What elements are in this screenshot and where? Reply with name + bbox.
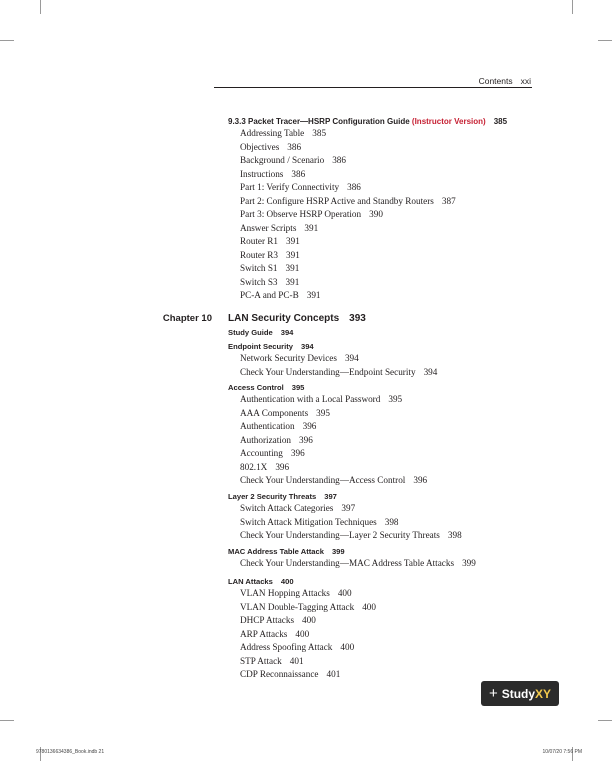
toc-entry: Part 2: Configure HSRP Active and Standby Routers 387 xyxy=(240,195,456,206)
toc-entry: Switch S3 391 xyxy=(240,276,300,287)
crop-mark xyxy=(0,720,14,721)
toc-list-933 xyxy=(240,127,456,303)
toc-entry: PC-A and PC-B 391 xyxy=(240,290,321,300)
toc-entry: Check Your Understanding—Endpoint Security 394 xyxy=(240,366,438,377)
toc-entry: AAA Components 395 xyxy=(240,407,330,418)
toc-entry: VLAN Double-Tagging Attack 400 xyxy=(240,601,376,612)
toc-list-mac xyxy=(240,557,476,571)
footer-filename: 9780136634386_Book.indb 21 xyxy=(36,749,105,755)
studyxy-logo: + Study XY xyxy=(481,681,559,706)
header-rule xyxy=(214,87,532,88)
toc-entry: Check Your Understanding—Access Control 396 xyxy=(240,475,428,485)
subsection-lan-attacks: LAN Attacks 400 xyxy=(228,577,294,586)
running-head-label: Contents xyxy=(478,76,513,86)
toc-entry: Check Your Understanding—Layer 2 Security Threats 398 xyxy=(240,530,462,540)
toc-entry: ARP Attacks 400 xyxy=(240,628,310,639)
toc-entry: Authentication 396 xyxy=(240,421,317,431)
toc-entry: 802.1X 396 xyxy=(240,461,290,472)
toc-entry: Switch S1 391 xyxy=(240,263,300,273)
toc-entry: Check Your Understanding—MAC Address Table Attacks 399 xyxy=(240,558,476,568)
instructor-version-label: (Instructor Version) xyxy=(411,117,486,126)
toc-entry: Part 1: Verify Connectivity 386 xyxy=(240,182,361,192)
crop-mark xyxy=(0,40,14,41)
toc-entry: Instructions 386 xyxy=(240,168,306,179)
toc-entry: Switch Attack Mitigation Techniques 398 xyxy=(240,516,399,527)
subsection-layer2-threats: Layer 2 Security Threats 397 xyxy=(228,492,337,501)
toc-entry: STP Attack 401 xyxy=(240,655,304,666)
subsection-access-control: Access Control 395 xyxy=(228,383,305,392)
toc-entry: Objectives 386 xyxy=(240,141,302,152)
crop-mark xyxy=(40,0,41,14)
toc-entry: Addressing Table 385 xyxy=(240,128,327,138)
crop-mark xyxy=(598,40,612,41)
toc-list-layer2 xyxy=(240,502,462,543)
page-number: xxi xyxy=(520,76,531,86)
toc-entry: Background / Scenario 386 xyxy=(240,155,346,165)
toc-entry: Part 3: Observe HSRP Operation 390 xyxy=(240,209,383,219)
toc-list-lan-attacks xyxy=(240,587,376,682)
toc-entry: VLAN Hopping Attacks 400 xyxy=(240,588,352,598)
plus-icon: + xyxy=(488,685,498,702)
running-head xyxy=(0,76,531,86)
toc-entry: Accounting 396 xyxy=(240,448,305,458)
chapter-label: Chapter 10 xyxy=(162,313,212,324)
toc-entry: Authentication with a Local Password 395 xyxy=(240,394,403,404)
toc-entry: Authorization 396 xyxy=(240,434,313,445)
subsection-study-guide: Study Guide 394 xyxy=(228,328,294,337)
section-title-933: 9.3.3 Packet Tracer—HSRP Configuration Guide (Instructor Version) 385 xyxy=(228,117,508,126)
crop-mark xyxy=(572,0,573,14)
chapter-title: LAN Security Concepts 393 xyxy=(228,313,366,324)
toc-list-access-control xyxy=(240,393,427,488)
toc-entry: Router R3 391 xyxy=(240,249,300,260)
toc-entry: Switch Attack Categories 397 xyxy=(240,503,356,513)
toc-entry: Router R1 391 xyxy=(240,236,300,246)
toc-entry: Network Security Devices 394 xyxy=(240,353,359,363)
subsection-mac-attack: MAC Address Table Attack 399 xyxy=(228,547,345,556)
toc-entry: Answer Scripts 391 xyxy=(240,222,319,233)
crop-mark xyxy=(598,720,612,721)
toc-entry: Address Spoofing Attack 400 xyxy=(240,642,355,652)
toc-list-endpoint xyxy=(240,352,437,379)
toc-entry: DHCP Attacks 400 xyxy=(240,615,316,625)
footer-timestamp: 10/07/20 7:56 PM xyxy=(542,749,582,755)
section-page: 385 xyxy=(493,117,508,126)
toc-entry: CDP Reconnaissance 401 xyxy=(240,669,341,679)
subsection-endpoint-security: Endpoint Security 394 xyxy=(228,342,314,351)
